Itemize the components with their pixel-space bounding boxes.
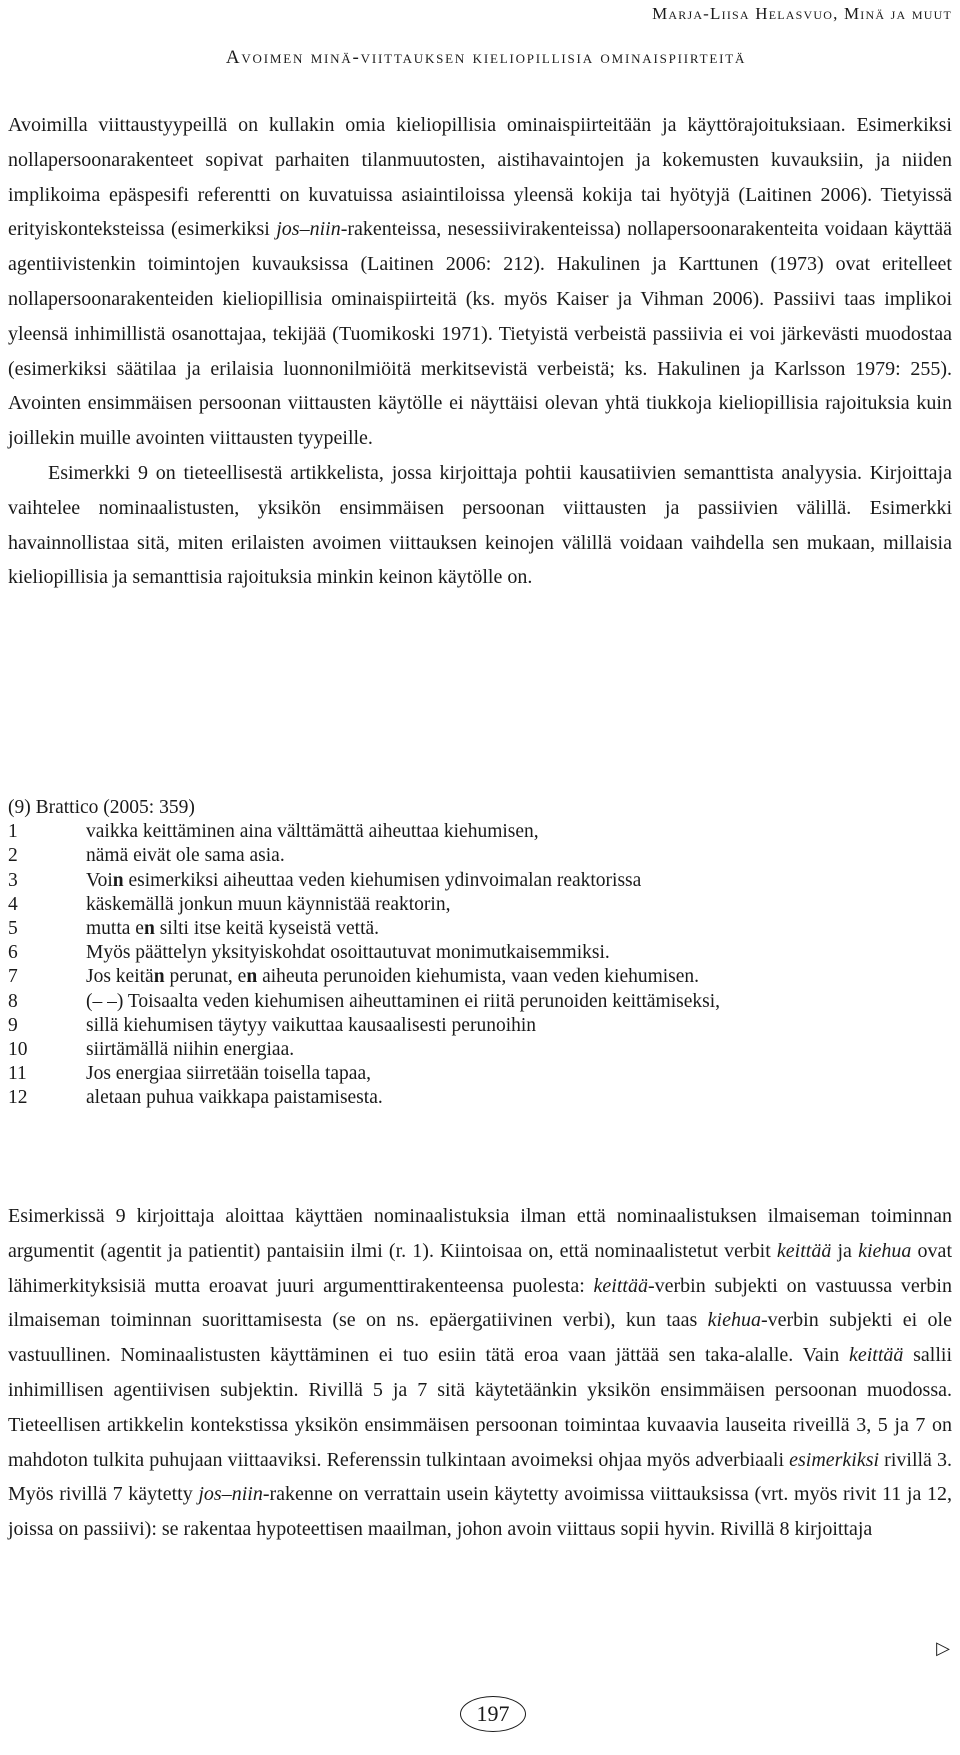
paragraph-2: Esimerkki 9 on tieteellisestä artikkelista, jossa kirjoittaja pohtii kausatiivien semanttista analyysia. Kirjoittaja vaihtelee nominaalistusten, yksikön ensimmäisen persoonan viittausten ja passiivien välillä. Esimerkki havainnollistaa sitä, miten erilaisten avoimen viittauksen keinojen välillä voidaan vaihdella sen mukaan, millaisia kieliopillisia ja semanttisia rajoituksia minkin keinon käytölle on. [8,461,952,589]
line-number: 2 [8,845,18,867]
line-number: 3 [8,869,18,891]
running-head: Marja-Liisa Helasvuo, Minä ja muut [652,4,952,23]
example-9 [8,796,952,1111]
example-line [8,1014,952,1038]
line-text: Jos keitän perunat, en aiheuta perunoiden kiehumista, vaan veden kiehumisen. [86,966,700,988]
paragraph-3: Esimerkissä 9 kirjoittaja aloittaa käyttäen nominaalistuksia ilman että nominaalistuksen ilmaiseman toiminnan argumentit (agentit ja patientit) pantaisiin ilmi (r. 1). Kiintoisaa on, että nominaalistetut verbit keittää ja kiehua ovat lähimerkityksisiä mutta eroavat juuri argumenttirakenteensa puolesta: keittää-verbin subjekti on vastuussa verbin ilmaiseman toiminnan suorittamisesta (se on ns. epäergatiivinen verbi), kun taas kiehua-verbin subjekti ei ole vastuullinen. Nominaalistusten käyttäminen ei tuo esiin tätä eroa vaan jättää sen taka-alalle. Vain keittää sallii inhimillisen agentiivisen subjektin. Rivillä 5 ja 7 sitä käytetäänkin yksikön ensimmäisen persoonan muodossa. Tieteellisen artikkelin kontekstissa yksikön ensimmäisen persoonan toimintaa kuvaavia lauseita riveillä 3, 5 ja 7 on mahdoton tulkita puhujaan viittaaviksi. Referenssin tulkintaan avoimeksi ohjaa myös adverbiaali esimerkiksi rivillä 3. Myös rivillä 7 käytetty jos–niin-rakenne on verrattain usein käytetty avoimissa viittauksissa (vrt. myös rivit 11 ja 12, joissa on passiivi): se rakentaa hypoteettisen maailman, johon avoin viittaus sopii hyvin. Rivillä 8 kirjoittaja [8,1205,953,1541]
person-suffix: n [246,966,258,988]
body-text-top [8,108,952,595]
person-suffix: n [112,869,124,891]
person-suffix: n [153,966,165,988]
example-line [8,1062,952,1086]
line-text: Voin esimerkiksi aiheuttaa veden kiehumisen ydinvoimalan reaktorissa [86,869,642,891]
example-line [8,820,952,844]
page-number: 197 [460,1696,526,1732]
line-text: (– –) Toisaalta veden kiehumisen aiheuttaminen ei riitä perunoiden keittämiseksi, [86,990,721,1012]
paragraph-1: Avoimilla viittaustyypeillä on kullakin omia kieliopillisia ominaispiirteitään ja käyttörajoituksiaan. Esimerkiksi nollapersoonarakenteet sopivat parhaiten tilanmuutosten, aistihavaintojen ja kokemusten kuvauksiin, ja niiden implikoima epäspesifi referentti on kuvatuissa asiaintiloissa yleensä kokija tai hyötyjä (Laitinen 2006). Tietyissä erityiskonteksteissa (esimerkiksi jos–niin-rakenteissa, nesessiivirakenteissa) nollapersoonarakenteita voidaan käyttää agentiivistenkin toimintojen kuvauksissa (Laitinen 2006: 212). Hakulinen ja Karttunen (1973) ovat eritelleet nollapersoonarakenteiden kieliopillisia ominaispiirteitä (ks. myös Kaiser ja Vihman 2006). Passiivi taas implikoi yleensä inhimillistä osanottajaa, tekijää (Tuomikoski 1971). Tietyistä verbeistä passiivia ei voi järkevästi muodostaa (esimerkiksi säätilaa ja erilaisia luonnonilmiöitä merkitsevistä verbeistä; ks. Hakulinen ja Karlsson 1979: 255). Avointen ensimmäisen persoonan viittausten käytölle ei näyttäisi olevan yhtä tiukkoja kieliopillisia rajoituksia kuin joillekin muille avointen viittausten tyypeille. [8,114,952,450]
line-text: Myös päättelyn yksityiskohdat osoittautuvat monimutkaisemmiksi. [86,942,610,964]
line-text: aletaan puhua vaikkapa paistamisesta. [86,1087,383,1109]
example-line [8,965,952,989]
line-number: 5 [8,918,18,940]
line-number: 4 [8,893,18,915]
example-header: (9) Brattico (2005: 359) [8,797,195,818]
person-suffix: n [143,918,155,940]
line-text: käskemällä jonkun muun käynnistää reaktorin, [86,893,451,915]
line-number: 6 [8,942,18,964]
example-line [8,990,952,1014]
line-number: 10 [8,1039,28,1061]
line-text: mutta en silti itse keitä kyseistä vettä. [86,918,380,940]
line-text: sillä kiehumisen täytyy vaikuttaa kausaalisesti perunoihin [86,1014,537,1036]
line-number: 8 [8,990,18,1012]
example-line [8,869,952,893]
section-title: Avoimen minä-viittauksen kieliopillisia ominaispiirteitä [225,47,747,68]
example-line [8,1038,952,1062]
line-text: vaikka keittäminen aina välttämättä aiheuttaa kiehumisen, [86,821,539,843]
line-number: 1 [8,821,18,843]
next-page-arrow-icon: ▷ [936,1638,950,1659]
example-line [8,941,952,965]
body-text-bottom [8,1199,952,1547]
line-number: 12 [8,1087,28,1109]
example-line [8,1086,952,1110]
line-number: 7 [8,966,18,988]
line-number: 11 [8,1063,27,1085]
example-line [8,844,952,868]
line-number: 9 [8,1014,18,1036]
line-text: Jos energiaa siirretään toisella tapaa, [86,1063,371,1085]
example-line [8,917,952,941]
line-text: siirtämällä niihin energiaa. [86,1039,295,1061]
example-line [8,893,952,917]
line-text: nämä eivät ole sama asia. [86,845,285,867]
